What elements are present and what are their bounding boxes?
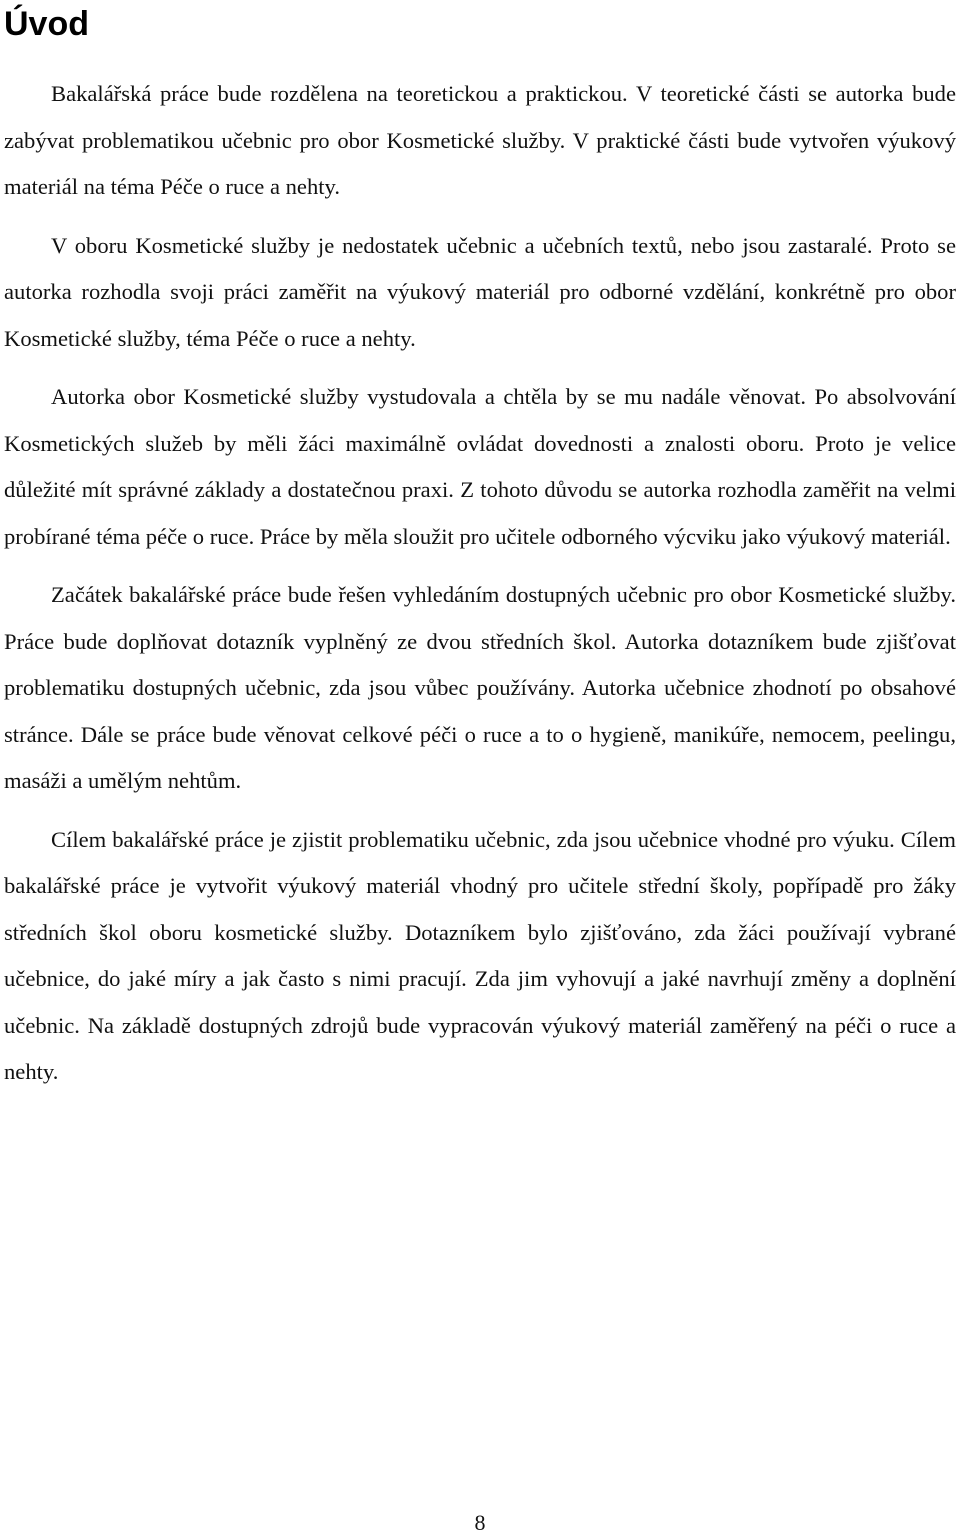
body-text (4, 71, 956, 1096)
page-number: 8 (474, 1510, 486, 1535)
paragraph-2: V oboru Kosmetické služby je nedostatek učebnic a učebních textů, nebo jsou zastaralé. Proto se autorka rozhodla svoji práci zaměřit na výukový materiál pro odborné vzdělání, konkrétně pro obor Kosmetické služby, téma Péče o ruce a nehty. (4, 232, 956, 351)
paragraph-1: Bakalářská práce bude rozdělena na teoretickou a praktickou. V teoretické části se autorka bude zabývat problematikou učebnic pro obor Kosmetické služby. V praktické části bude vytvořen výukový materiál na téma Péče o ruce a nehty. (4, 81, 956, 199)
section-heading: Úvod (4, 5, 89, 43)
paragraph-3: Autorka obor Kosmetické služby vystudovala a chtěla by se mu nadále věnovat. Po absolvování Kosmetických služeb by měli žáci maximálně ovládat dovednosti a znalosti oboru. Proto je velice důležité mít správné základy a dostatečnou praxi. Z tohoto důvodu se autorka rozhodla zaměřit na velmi probírané téma péče o ruce. Práce by měla sloužit pro učitele odborného výcviku jako výukový materiál. (4, 384, 956, 549)
paragraph-4: Začátek bakalářské práce bude řešen vyhledáním dostupných učebnic pro obor Kosmetické služby. Práce bude doplňovat dotazník vyplněný ze dvou středních škol. Autorka dotazníkem bude zjišťovat problematiku dostupných učebnic, zda jsou vůbec používány. Autorka učebnice zhodnotí po obsahové stránce. Dále se práce bude věnovat celkové péči o ruce a to o hygieně, manikúře, nemocem, peelingu, masáži a umělým nehtům. (4, 582, 956, 793)
paragraph-5: Cílem bakalářské práce je zjistit problematiku učebnic, zda jsou učebnice vhodné pro výuku. Cílem bakalářské práce je vytvořit výukový materiál vhodný pro učitele střední školy, popřípadě pro žáky středních škol oboru kosmetické služby. Dotazníkem bylo zjišťováno, zda žáci používají vybrané učebnice, do jaké míry a jak často s nimi pracují. Zda jim vyhovují a jaké navrhují změny a doplnění učebnic. Na základě dostupných zdrojů bude vypracován výukový materiál zaměřený na péči o ruce a nehty. (4, 826, 956, 1084)
